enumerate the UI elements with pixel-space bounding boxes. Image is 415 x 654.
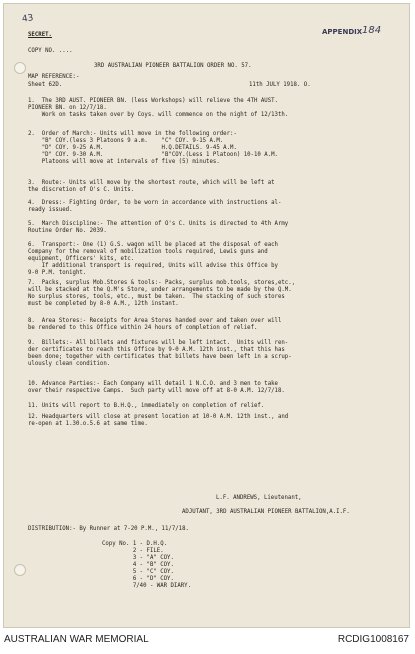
paragraph-line: Platoons will move at intervals of five (5) minutes. [28,159,220,165]
paragraph-line: 3. Route:- Units will move by the shortest route, which will be left at [28,180,275,186]
appendix-label: APPENDIX [322,28,363,36]
record-id: RCDIG1008167 [337,634,409,645]
document-page [3,3,410,628]
paragraph-line: ulously clean condition. [28,361,111,367]
paragraph-line: 11. Units will report to B.H.Q., immediately on completion of relief. [28,403,265,409]
paragraph-line: 5. March Discipline:- The attention of O's C. Units is directed to 4th Army [28,221,289,227]
handwritten-corner-number: 43 [21,13,35,25]
paragraph-line: Company for the removal of mobilization tools required, Lewis guns and [28,249,268,255]
signatory-name: L.F. ANDREWS, Lieutenant, [216,495,302,501]
paragraph-line: der certificates to reach this Office by 9-0 A.M. 12th inst., that this has [28,347,285,353]
distribution-entry: 2 - FILE. [102,548,164,554]
paragraph-line: No surplus stores, tools, etc., must be taken. The stacking of such stores [28,294,285,300]
distribution-entry: 5 - "C" COY. [102,569,174,575]
paragraph-line: 9. Billets:- All billets and fixtures will be left intact. Units will ren- [28,340,289,346]
paragraph-line: Work on tasks taken over by Coys. will commence on the night of 12/13th. [28,112,289,118]
archive-footer [0,630,415,650]
paragraph-line: the discretion of O's C. Units. [28,187,135,193]
paragraph-line: re-open at 1.30.o.5.6 at same time. [28,421,148,427]
paragraph-line: PIONEER BN. on 12/7/18. [28,105,107,111]
paragraph-line: 10. Advance Parties:- Each Company will detail 1 N.C.O. and 3 men to take [28,381,278,387]
copy-number: COPY NO. .... [28,48,73,54]
paragraph-line: must be completed by 8-0 A.M., 12th instant. [28,301,179,307]
distribution-entry: 6 - "D" COY. [102,576,174,582]
distribution-heading: DISTRIBUTION:- By Runner at 7-20 P.M., 11/7/18. [28,526,189,532]
punch-hole [14,62,26,74]
paragraph-line: be rendered to this Office within 24 hours of completion of relief. [28,325,258,331]
order-date: 11th JULY 1918. O. [249,82,311,88]
paragraph-line: 7. Packs, surplus Mob.Stores & tools:- Packs, surplus mob.tools, stores,etc., [28,280,296,286]
distribution-entry: Copy No. 1 - D.H.Q. [102,541,168,547]
distribution-entry: 7/40 - WAR DIARY. [102,583,192,589]
paragraph-line: will be stacked at the Q.M's Store, under arrangements to be made by the Q.M. [28,287,292,293]
secret-heading: SECRET. [28,32,52,38]
archive-name: AUSTRALIAN WAR MEMORIAL [4,634,149,645]
paragraph-line: over their respective Camps. Such party will move off at 8-0 A.M. 12/7/18. [28,388,285,394]
signatory-role: ADJUTANT, 3RD AUSTRALIAN PIONEER BATTALION,A.I.F. [182,509,350,515]
order-title: 3RD AUSTRALIAN PIONEER BATTALION ORDER NO. 57. [94,63,252,69]
paragraph-line: 8. Area Stores:- Receipts for Area Stores handed over and taken over will [28,318,282,324]
map-reference: MAP REFERENCE:- [28,74,80,80]
paragraph-line: ready issued. [28,207,73,213]
paragraph-line: 9-0 P.M. tonight. [28,270,87,276]
paragraph-line: been done; together with certificates that billets have been left in a scrup- [28,354,292,360]
punch-hole [14,564,26,576]
paragraph-line: 4. Dress:- Fighting Order, to be worn in accordance with instructions al- [28,200,282,206]
paragraph-line: equipment, Officers' kits, etc. [28,256,135,262]
paragraph-line: 12. Headquarters will close at present location at 10-0 A.M. 12th inst., and [28,414,289,420]
paragraph-line: 2. Order of March:- Units will move in the following order:- [28,131,237,137]
appendix-number: 184 [362,25,382,36]
paragraph-line: "D" COY. 9-25 A.M. H.Q.DETAILS. 9-45 A.M. [28,145,237,151]
distribution-entry: 4 - "B" COY. [102,562,174,568]
paragraph-line: 1. The 3RD AUST. PIONEER BN. (less Workshops) will relieve the 4TH AUST. [28,98,278,104]
paragraph-line: If additional transport is required, Units will advise this Office by [28,263,278,269]
paragraph-line: 6. Transport:- One (1) G.S. wagon will be placed at the disposal of each [28,242,278,248]
distribution-entry: 3 - "A" COY. [102,555,174,561]
paragraph-line: Routine Order No. 2039. [28,228,107,234]
sheet-ref: Sheet 62D. [28,82,63,88]
paragraph-line: "D" COY. 9-30 A.M. "B"COY.(Less 1 Platoon) 10-10 A.M. [28,152,278,158]
paragraph-line: "B" COY.(less 3 Platoons 9 a.m. "C" COY. 9-15 A.M. [28,138,224,144]
